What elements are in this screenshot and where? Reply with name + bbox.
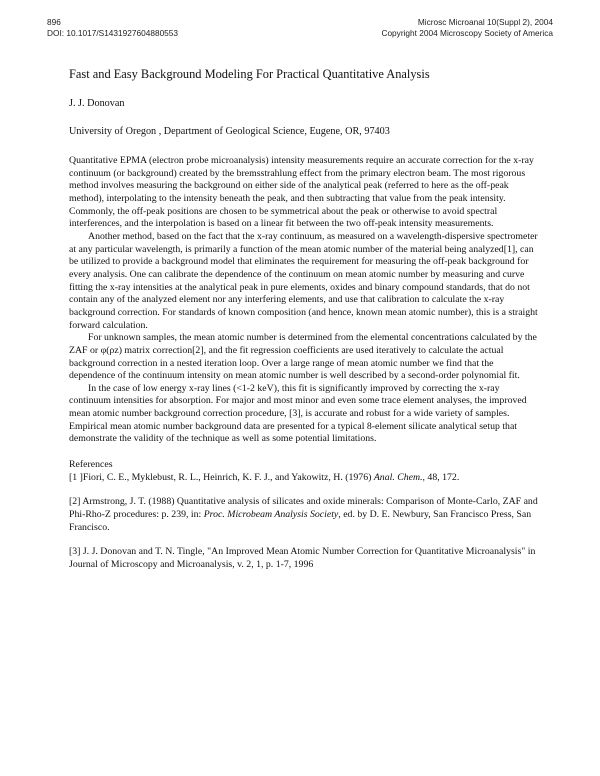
body-paragraph: For unknown samples, the mean atomic number is determined from the elemental concentrations calculated by the ZAF or φ(ρz) matrix correction[2], and the fit regression coefficients are used iteratively to calculate the actual background correction in a nested iteration loop. Over a large range of mean atomic number we find that the dependence of the continuum intensity on mean atomic number is well described by a second-order polynomial fit. [69, 332, 537, 382]
reference-text-tail: , ed. by D. E. Newbury, San Francisco Press, San Francisco. [69, 509, 532, 533]
reference-journal: Anal. Chem. [373, 471, 423, 483]
reference-text: [2] Armstrong, J. T. (1988) Quantitative analysis of silicates and oxide minerals: Comparison of Monte-Carlo, ZAF and Phi-Rho-Z procedures: p. 239, in: [69, 496, 538, 521]
running-header-right [381, 17, 553, 39]
body-paragraph: Quantitative EPMA (electron probe microanalysis) intensity measurements require an accurate correction for the x-ray continuum (or background) created by the bremsstrahlung effect from the primary electron beam. The most rigorous method involves measuring the background on either side of the analytical peak (referred to here as the off-peak method), interpolating to the intensity beneath the peak, and then subtracting that value from the peak intensity. Commonly, the off-peak positions are chosen to be symmetrical about the peak or otherwise to avoid spectral interferences, and the interpolation is based on a linear fit between the two off-peak intensity measurements. [69, 155, 534, 230]
references-heading: References [69, 459, 113, 471]
reference-journal: Proc. Microbeam Analysis Society [203, 509, 339, 521]
body-paragraph: Another method, based on the fact that the x-ray continuum, as measured on a wavelength-dispersive spectrometer at any particular wavelength, is primarily a function of the mean atomic number of the material being analyzed[1], can be utilized to provide a background model that eliminates the requirement for measuring the off-peak background for every analysis. One can calibrate the dependence of the continuum on mean atomic number by measuring and curve fitting the x-ray intensities at the analytical peak in pure elements, oxides and binary compound standards, that do not contain any of the analyzed element nor any interfering elements, and use that calibration to calculate the x-ray background correction. For standards of known composition (and hence, known mean atomic number), this is a straight forward calculation. [69, 230, 538, 331]
reference-text: [1 ]Fiori, C. E., Myklebust, R. L., Heinrich, K. F. J., and Yakowitz, H. (1976) [69, 471, 374, 483]
article-body [69, 66, 539, 584]
body-paragraph: In the case of low energy x-ray lines (<1-2 keV), this fit is significantly improved by correcting the x-ray continuum intensities for absorption. For major and most minor and even some trace element analyses, the improved mean atomic number background correction procedure, [3], is accurate and robust for a wide variety of samples. Empirical mean atomic number background data are presented for a typical 8-element silicate analytical setup that demonstrate the validity of the technique as well as some potential limitations. [69, 382, 527, 445]
page-number: 896 [47, 17, 61, 27]
reference-item [69, 472, 539, 485]
copyright-line: Copyright 2004 Microscopy Society of America [381, 28, 553, 38]
doi: DOI: 10.1017/S1431927604880553 [47, 28, 179, 38]
journal-citation: Microsc Microanal 10(Suppl 2), 2004 [417, 17, 553, 27]
running-header-left [47, 17, 178, 39]
affiliation: University of Oregon , Department of Geological Science, Eugene, OR, 97403 [69, 126, 390, 137]
reference-item [69, 546, 539, 571]
author-name: J. J. Donovan [69, 98, 125, 109]
reference-item [69, 496, 539, 534]
article-title: Fast and Easy Background Modeling For Practical Quantitative Analysis [69, 67, 430, 81]
reference-text-tail: , 48, 172. [422, 471, 460, 483]
reference-text: [3] J. J. Donovan and T. N. Tingle, "An Improved Mean Atomic Number Correction for Quantitative Microanalysis" in Journal of Microscopy and Microanalysis, v. 2, 1, p. 1-7, 1996 [69, 546, 536, 571]
